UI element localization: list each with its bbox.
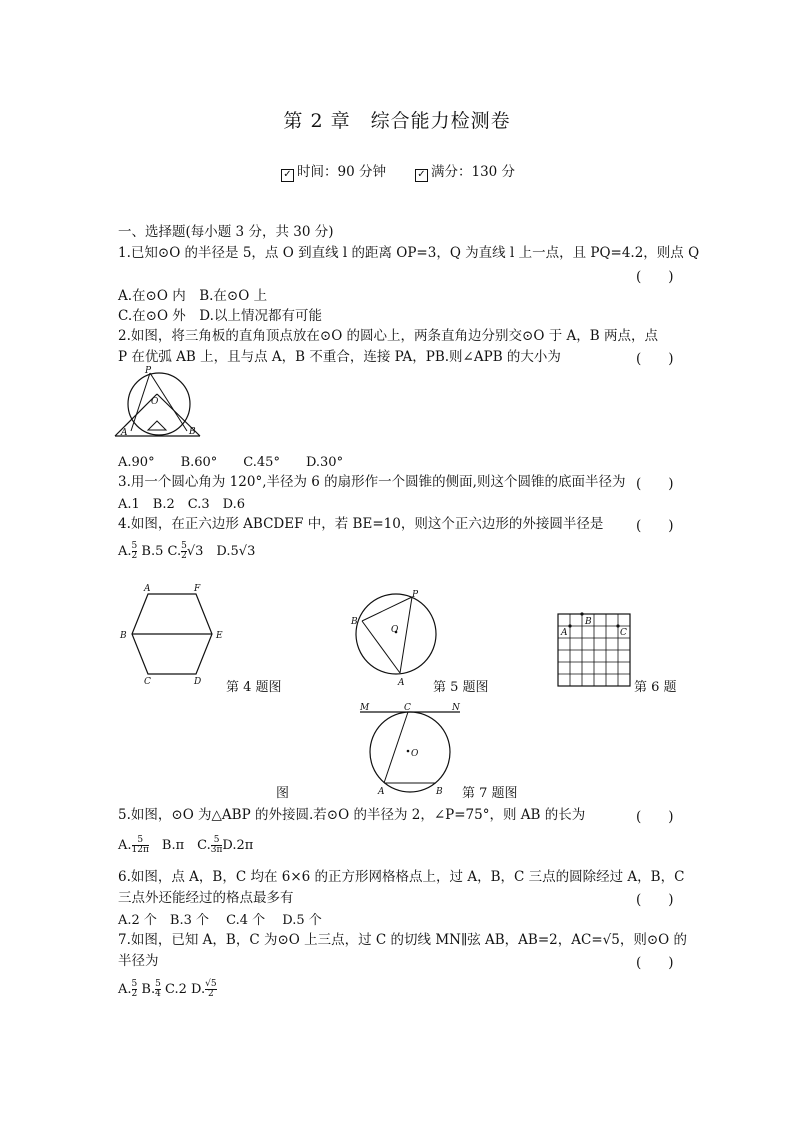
fraction-numerator: 5 [131, 979, 138, 989]
point-a [568, 624, 571, 627]
caption-figure-6-tail: 图 [276, 786, 290, 801]
chord-ca [384, 712, 408, 783]
option-a-label: A. [118, 544, 132, 559]
option-b-label: B.5 [137, 544, 168, 559]
label-c: C [404, 703, 411, 713]
label-n: N [452, 703, 460, 713]
answer-blank: ( ) [636, 518, 674, 534]
triangle-inner [148, 421, 166, 430]
answer-blank: ( ) [636, 955, 674, 971]
figure-q2 [112, 366, 204, 446]
answer-blank: ( ) [636, 809, 674, 825]
fraction [211, 836, 223, 855]
checkbox-icon: ✓ [415, 169, 428, 182]
grid-lines [558, 614, 630, 686]
option-b-c-label: B.π C. [148, 838, 211, 853]
question-3-text: 3.用一个圆心角为 120°,半径为 6 的扇形作一个圆锥的侧面,则这个圆锥的底面半径为 [118, 474, 626, 490]
time-info [281, 160, 386, 181]
question-5-text: 5.如图，⊙O 为△ABP 的外接圆.若⊙O 的半径为 2，∠P=75°，则 AB 的长为 [118, 807, 586, 823]
label-b: B [189, 427, 196, 437]
question-4-options [118, 540, 255, 561]
fraction-denominator: 12π [131, 845, 149, 855]
fraction-denominator: 2 [181, 551, 187, 561]
option-a-label: A. [118, 838, 132, 853]
question-4-text: 4.如图，在正六边形 ABCDEF 中，若 BE=10，则这个正六边形的外接圆半径是 [118, 516, 604, 532]
option-d-label: D.2π [222, 838, 254, 853]
fraction-numerator: 5 [181, 541, 187, 551]
label-c: C [620, 628, 627, 638]
fraction-denominator: 4 [155, 989, 161, 999]
fraction-numerator: √5 [205, 979, 217, 989]
figure-q7-circle [354, 700, 466, 800]
answer-blank: ( ) [636, 269, 674, 285]
label-a: A [144, 584, 151, 594]
question-6-text: 6.如图，点 A，B，C 均在 6×6 的正方形网格格点上，过 A，B，C 三点的圆除经过 A，B，C [118, 869, 685, 885]
question-6-options: A.2 个 B.3 个 C.4 个 D.5 个 [118, 913, 322, 928]
question-1-text: 1.已知⊙O 的半径是 5，点 O 到直线 l 的距离 OP=3，Q 为直线 l 上一点，且 PQ=4.2，则点 Q [118, 245, 700, 261]
fraction-numerator: 5 [155, 979, 161, 989]
fraction-numerator: 5 [132, 836, 149, 846]
fraction-numerator: 5 [131, 541, 138, 551]
time-label: 时间：90 分钟 [297, 164, 386, 180]
question-7-text: 7.如图，已知 A，B，C 为⊙O 上三点，过 C 的切线 MN∥弦 AB，AB=2，AC=√5，则⊙O 的 [118, 932, 687, 948]
chord-pa [131, 373, 150, 431]
figure-q6-grid [556, 612, 636, 688]
label-c: C [144, 677, 151, 687]
option-c-label: C. [167, 544, 182, 559]
answer-blank: ( ) [636, 892, 674, 908]
caption-figure-6: 第 6 题 [634, 680, 677, 695]
label-a: A [378, 787, 385, 797]
option-b-label: B. [137, 982, 156, 997]
chord-bp [362, 597, 412, 621]
question-2-text-line2: P 在优弧 AB 上，且与点 A，B 不重合，连接 PA，PB.则∠APB 的大小为 [118, 349, 561, 365]
caption-figure-4: 第 4 题图 [226, 680, 282, 695]
fraction-denominator: 2 [131, 989, 138, 999]
answer-blank: ( ) [636, 476, 674, 492]
question-2-text: 2.如图，将三角板的直角顶点放在⊙O 的圆心上，两条直角边分别交⊙O 于 A，B 两点，点 [118, 328, 658, 344]
option-d-label: D.5√3 [203, 544, 256, 559]
question-7-options [118, 980, 217, 999]
label-d: D [194, 677, 202, 687]
question-7-text-line2: 半径为 [118, 953, 159, 969]
question-1-options-c-d: C.在⊙O 外 D.以上情况都有可能 [118, 308, 322, 324]
section-heading: 一、选择题(每小题 3 分，共 30 分) [118, 224, 334, 240]
question-6-text-line2: 三点外还能经过的格点最多有 [118, 890, 294, 906]
caption-figure-7: 第 7 题图 [462, 786, 518, 801]
option-c-d-label: C.2 D. [160, 982, 206, 997]
label-o: O [411, 749, 419, 759]
label-m: M [360, 703, 370, 713]
figure-q5-circle [346, 588, 442, 688]
fraction-denominator: 3π [210, 845, 223, 855]
option-a-label: A. [118, 982, 132, 997]
page-title: 第 2 章 综合能力检测卷 [283, 110, 511, 132]
chord-pa [400, 597, 412, 673]
label-e: E [216, 631, 223, 641]
label-o: O [391, 625, 399, 635]
fraction-denominator: 2 [131, 551, 138, 561]
figure-q4-hexagon [114, 582, 232, 688]
question-3-options: A.1 B.2 C.3 D.6 [118, 497, 245, 512]
checkbox-icon: ✓ [281, 169, 294, 182]
caption-figure-5: 第 5 题图 [433, 680, 489, 695]
fraction-denominator: 2 [207, 989, 214, 999]
circle-o [370, 712, 450, 792]
label-a: A [121, 428, 128, 438]
label-a: A [398, 678, 405, 688]
question-5-options [118, 834, 253, 855]
answer-blank: ( ) [636, 351, 674, 367]
circle-o [128, 373, 190, 435]
label-a: A [561, 628, 568, 638]
label-b: B [585, 617, 592, 627]
point-b [580, 612, 583, 615]
fraction [132, 836, 149, 855]
fraction-numerator: 5 [211, 836, 223, 846]
label-f: F [194, 584, 201, 594]
score-info [415, 160, 515, 181]
label-b: B [120, 631, 127, 641]
radical: √3 [186, 544, 204, 559]
label-p: P [412, 590, 419, 600]
center-dot [407, 750, 410, 753]
fraction [205, 980, 216, 999]
label-p: P [145, 366, 152, 376]
question-2-options: A.90° B.60° C.45° D.30° [118, 455, 344, 470]
label-b: B [351, 617, 358, 627]
label-b: B [436, 787, 443, 797]
label-o: O [151, 397, 159, 407]
score-label: 满分：130 分 [431, 164, 516, 180]
question-1-options-a-b: A.在⊙O 内 B.在⊙O 上 [118, 288, 268, 304]
